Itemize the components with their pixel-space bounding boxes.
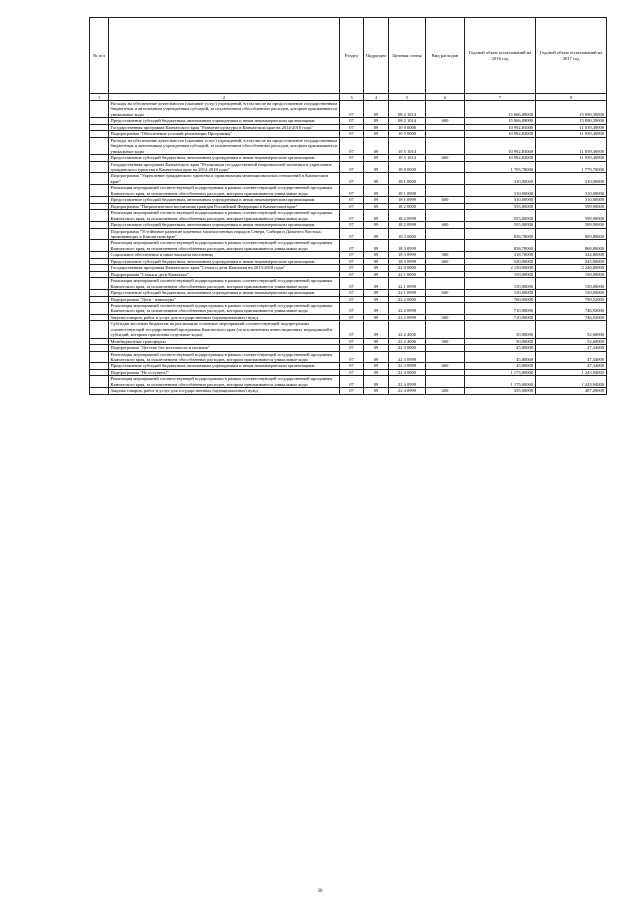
cell-amount-2016: 760,00000 bbox=[465, 296, 536, 302]
cell-expense-type: 600 bbox=[426, 118, 465, 124]
table-row bbox=[90, 161, 607, 173]
cell-target-article: 22 2 0999 bbox=[389, 314, 426, 320]
cell-name: Реализация мероприятий соответствующей подпрограммы в рамках соответствующей государственной программы Камчатского края, за исключением обособленных расходов, которым присваиваются уникальные коды bbox=[109, 302, 340, 314]
cell-amount-2016: 555,00000 bbox=[465, 203, 536, 209]
cell-subsection: 09 bbox=[364, 290, 389, 296]
header-subsection: Подраздел bbox=[364, 18, 389, 94]
cell-number bbox=[90, 376, 109, 388]
cell-amount-2017: 310,00000 bbox=[536, 185, 607, 197]
cell-name: Предоставление субсидий бюджетным, автономным учреждениям и иным некоммерческим организациям bbox=[109, 222, 340, 228]
cell-number bbox=[90, 161, 109, 173]
header-row bbox=[90, 18, 607, 94]
cell-subsection: 09 bbox=[364, 345, 389, 351]
header-amount-2017: Годовой объем ассигнований на 2017 год bbox=[536, 18, 607, 94]
cell-amount-2017: 310,00000 bbox=[536, 197, 607, 203]
cell-number bbox=[90, 388, 109, 394]
cell-target-article: 22 4 0999 bbox=[389, 388, 426, 394]
cell-name: Предоставление субсидий бюджетным, автономным учреждениям и иным некоммерческим организациям bbox=[109, 290, 340, 296]
cell-name: Расходы на обеспечение деятельности (оказание услуг) учреждений, в том числе на предоставление государственным бюджетным и автономным учреждениям субсидий, за исключением обособленных расходов, которым присваиваются уникальные коды bbox=[109, 101, 340, 118]
cell-target-article: 18 2 0000 bbox=[389, 203, 426, 209]
cell-amount-2016: 310,00000 bbox=[465, 197, 536, 203]
cell-name: Реализация мероприятий соответствующей подпрограммы в рамках соответствующей государственной программы Камчатского края, за исключением обособленных расходов, которым присваиваются уникальные коды bbox=[109, 278, 340, 290]
cell-expense-type bbox=[426, 173, 465, 185]
cell-amount-2016: 838,78000 bbox=[465, 228, 536, 240]
cell-amount-2016: 310,00000 bbox=[465, 185, 536, 197]
cell-amount-2017: 11 039,49000 bbox=[536, 155, 607, 161]
cell-number bbox=[90, 185, 109, 197]
cell-name: Подпрограмма "Патриотическое воспитание граждан Российской Федерации в Камчатском крае" bbox=[109, 203, 340, 209]
cell-section: 07 bbox=[340, 137, 364, 154]
cell-section: 07 bbox=[340, 345, 364, 351]
cell-amount-2017: 52,60000 bbox=[536, 321, 607, 338]
cell-name: Подпрограмма "Дети - инвалиды" bbox=[109, 296, 340, 302]
cell-amount-2016: 10 992,83000 bbox=[465, 131, 536, 137]
cell-section: 07 bbox=[340, 314, 364, 320]
cell-expense-type bbox=[426, 101, 465, 118]
cell-amount-2016: 150,00000 bbox=[465, 290, 536, 296]
budget-table-sheet bbox=[89, 17, 606, 395]
cell-name: Предоставление субсидий бюджетным, автономным учреждениям и иным некоммерческим организациям bbox=[109, 363, 340, 369]
cell-amount-2016: 10 992,83000 bbox=[465, 124, 536, 130]
cell-expense-type: 600 bbox=[426, 290, 465, 296]
cell-expense-type: 500 bbox=[426, 338, 465, 344]
cell-target-article: 22 3 0000 bbox=[389, 345, 426, 351]
cell-target-article: 18 0 0000 bbox=[389, 161, 426, 173]
cell-section: 07 bbox=[340, 240, 364, 252]
cell-section: 07 bbox=[340, 271, 364, 277]
cell-subsection: 09 bbox=[364, 118, 389, 124]
cell-subsection: 09 bbox=[364, 131, 389, 137]
cell-number bbox=[90, 278, 109, 290]
cell-amount-2017: 52,60000 bbox=[536, 338, 607, 344]
cell-amount-2016: 45,00000 bbox=[465, 363, 536, 369]
cell-number bbox=[90, 321, 109, 338]
column-number: 7 bbox=[465, 94, 536, 101]
cell-name: Подпрограмма "Обеспечение условий реализации Программы" bbox=[109, 131, 340, 137]
cell-amount-2017: 15 090,39000 bbox=[536, 118, 607, 124]
cell-target-article: 18 1 0000 bbox=[389, 173, 426, 185]
table-body bbox=[90, 101, 607, 395]
cell-amount-2017: 599,90000 bbox=[536, 203, 607, 209]
cell-amount-2017: 150,00000 bbox=[536, 271, 607, 277]
cell-name: Расходы на обеспечение деятельности (оказание услуг) учреждений, в том числе на предоставление государственным бюджетным и автономным учреждениям субсидий, за исключением обособленных расходов, которым присваиваются уникальные коды bbox=[109, 137, 340, 154]
cell-amount-2016: 1 703,78000 bbox=[465, 161, 536, 173]
table-row bbox=[90, 388, 607, 394]
cell-section: 07 bbox=[340, 363, 364, 369]
cell-expense-type: 600 bbox=[426, 155, 465, 161]
cell-subsection: 09 bbox=[364, 338, 389, 344]
cell-amount-2016: 710,00000 bbox=[465, 314, 536, 320]
header-amount-2016: Годовой объем ассигнований на 2016 год bbox=[465, 18, 536, 94]
cell-amount-2017: 47,34000 bbox=[536, 345, 607, 351]
cell-target-article: 22 2 0000 bbox=[389, 296, 426, 302]
cell-amount-2017: 1 779,70000 bbox=[536, 161, 607, 173]
header-target-article: Целевая статья bbox=[389, 18, 426, 94]
cell-number bbox=[90, 351, 109, 363]
cell-subsection: 09 bbox=[364, 161, 389, 173]
cell-amount-2016: 15 066,09000 bbox=[465, 101, 536, 118]
cell-section: 07 bbox=[340, 388, 364, 394]
table-row bbox=[90, 173, 607, 185]
column-number-row bbox=[90, 94, 607, 101]
cell-subsection: 09 bbox=[364, 265, 389, 271]
cell-amount-2017: 11 039,49000 bbox=[536, 131, 607, 137]
cell-amount-2017: 310,00000 bbox=[536, 173, 607, 185]
cell-target-article: 22 1 0999 bbox=[389, 290, 426, 296]
cell-amount-2017: 11 039,49000 bbox=[536, 137, 607, 154]
cell-amount-2016: 150,00000 bbox=[465, 278, 536, 290]
cell-amount-2017: 11 039,49000 bbox=[536, 124, 607, 130]
cell-subsection: 09 bbox=[364, 252, 389, 258]
cell-expense-type bbox=[426, 161, 465, 173]
column-number: 6 bbox=[426, 94, 465, 101]
cell-name: Предоставление субсидий бюджетным, автономным учреждениям и иным некоммерческим организациям bbox=[109, 155, 340, 161]
cell-subsection: 09 bbox=[364, 101, 389, 118]
cell-expense-type: 300 bbox=[426, 252, 465, 258]
cell-amount-2017: 545,00000 bbox=[536, 258, 607, 264]
cell-section: 07 bbox=[340, 302, 364, 314]
cell-subsection: 09 bbox=[364, 363, 389, 369]
cell-number bbox=[90, 210, 109, 222]
cell-target-article: 18 2 0999 bbox=[389, 222, 426, 228]
cell-section: 07 bbox=[340, 101, 364, 118]
cell-expense-type: 200 bbox=[426, 314, 465, 320]
cell-subsection: 09 bbox=[364, 388, 389, 394]
cell-target-article: 10 5 1014 bbox=[389, 137, 426, 154]
cell-amount-2017: 1 243,94000 bbox=[536, 369, 607, 375]
cell-target-article: 10 0 0000 bbox=[389, 124, 426, 130]
cell-amount-2016: 45,00000 bbox=[465, 351, 536, 363]
cell-target-article: 22 4 0000 bbox=[389, 369, 426, 375]
cell-subsection: 09 bbox=[364, 137, 389, 154]
cell-subsection: 09 bbox=[364, 155, 389, 161]
column-number: 8 bbox=[536, 94, 607, 101]
cell-amount-2017: 487,28000 bbox=[536, 388, 607, 394]
cell-amount-2016: 318,78000 bbox=[465, 252, 536, 258]
table-row bbox=[90, 376, 607, 388]
column-number: 1 bbox=[90, 94, 109, 101]
cell-subsection: 09 bbox=[364, 210, 389, 222]
cell-target-article: 18 1 0999 bbox=[389, 197, 426, 203]
cell-name: Социальное обеспечение и иные выплаты населению bbox=[109, 252, 340, 258]
cell-expense-type bbox=[426, 278, 465, 290]
cell-number bbox=[90, 240, 109, 252]
cell-amount-2017: 2 240,80000 bbox=[536, 265, 607, 271]
cell-name: Субсидии местным бюджетам на реализацию основных мероприятий соответствующей подпрограммы соответствующей государственной программы Камчатского края (за исключением инвестиционных мероприятий и субсидий, которым присвоены отдельные коды) bbox=[109, 321, 340, 338]
table-row bbox=[90, 240, 607, 252]
cell-target-article: 18 3 0999 bbox=[389, 252, 426, 258]
cell-subsection: 09 bbox=[364, 222, 389, 228]
cell-amount-2016: 310,00000 bbox=[465, 173, 536, 185]
cell-section: 07 bbox=[340, 173, 364, 185]
cell-target-article: 22 0 0000 bbox=[389, 265, 426, 271]
cell-name: Предоставление субсидий бюджетным, автономным учреждениям и иным некоммерческим организациям bbox=[109, 258, 340, 264]
cell-section: 07 bbox=[340, 278, 364, 290]
cell-amount-2017: 15 090,39000 bbox=[536, 101, 607, 118]
cell-name: Подпрограмма "Не оступись!" bbox=[109, 369, 340, 375]
cell-name: Подпрограмма "Детство без жестокости и насилия" bbox=[109, 345, 340, 351]
cell-amount-2017: 47,34000 bbox=[536, 363, 607, 369]
cell-amount-2016: 10 992,83000 bbox=[465, 155, 536, 161]
cell-number bbox=[90, 228, 109, 240]
cell-expense-type bbox=[426, 376, 465, 388]
table-row bbox=[90, 278, 607, 290]
cell-section: 07 bbox=[340, 321, 364, 338]
cell-subsection: 09 bbox=[364, 197, 389, 203]
cell-target-article: 22 2 4006 bbox=[389, 321, 426, 338]
cell-subsection: 09 bbox=[364, 271, 389, 277]
cell-name: Закупка товаров, работ и услуг для государственных (муниципальных) нужд bbox=[109, 314, 340, 320]
table-row bbox=[90, 302, 607, 314]
cell-amount-2016: 10 992,83000 bbox=[465, 137, 536, 154]
cell-amount-2016: 520,00000 bbox=[465, 258, 536, 264]
cell-name: Подпрограмма "Семья и дети Камчатки" bbox=[109, 271, 340, 277]
column-number: 2 bbox=[109, 94, 340, 101]
table-row bbox=[90, 185, 607, 197]
cell-target-article: 08 2 1014 bbox=[389, 118, 426, 124]
header-expense-type: Вид расходов bbox=[426, 18, 465, 94]
cell-subsection: 09 bbox=[364, 321, 389, 338]
cell-amount-2016: 2 130,00000 bbox=[465, 265, 536, 271]
column-number: 4 bbox=[364, 94, 389, 101]
cell-section: 07 bbox=[340, 210, 364, 222]
cell-amount-2016: 710,00000 bbox=[465, 302, 536, 314]
cell-amount-2017: 869,80000 bbox=[536, 240, 607, 252]
cell-amount-2017: 746,92000 bbox=[536, 314, 607, 320]
cell-amount-2017: 599,90000 bbox=[536, 222, 607, 228]
cell-expense-type: 600 bbox=[426, 363, 465, 369]
cell-target-article: 22 4 0999 bbox=[389, 376, 426, 388]
cell-number bbox=[90, 101, 109, 118]
table-row bbox=[90, 351, 607, 363]
cell-subsection: 09 bbox=[364, 351, 389, 363]
cell-section: 07 bbox=[340, 118, 364, 124]
cell-amount-2016: 15 066,09000 bbox=[465, 118, 536, 124]
cell-amount-2017: 1 243,94000 bbox=[536, 376, 607, 388]
cell-section: 07 bbox=[340, 155, 364, 161]
cell-name: Государственная программа Камчатского края "Семья и дети Камчатки на 2015-2018 годы" bbox=[109, 265, 340, 271]
cell-name: Реализация мероприятий соответствующей подпрограммы в рамках соответствующей государственной программы Камчатского края, за исключением обособленных расходов, которым присваиваются уникальные коды bbox=[109, 185, 340, 197]
column-number: 5 bbox=[389, 94, 426, 101]
cell-subsection: 09 bbox=[364, 314, 389, 320]
cell-amount-2017: 150,00000 bbox=[536, 278, 607, 290]
cell-section: 07 bbox=[340, 185, 364, 197]
cell-expense-type bbox=[426, 240, 465, 252]
cell-expense-type: 600 bbox=[426, 222, 465, 228]
cell-subsection: 09 bbox=[364, 296, 389, 302]
cell-number bbox=[90, 302, 109, 314]
cell-name: Реализация мероприятий соответствующей подпрограммы в рамках соответствующей государственной программы Камчатского края, за исключением обособленных расходов, которым присваиваются уникальные коды bbox=[109, 376, 340, 388]
cell-name: Реализация мероприятий соответствующей подпрограммы в рамках соответствующей государственной программы Камчатского края, за исключением обособленных расходов, которым присваиваются уникальные коды bbox=[109, 351, 340, 363]
cell-expense-type bbox=[426, 228, 465, 240]
cell-section: 07 bbox=[340, 351, 364, 363]
cell-expense-type bbox=[426, 137, 465, 154]
cell-subsection: 09 bbox=[364, 240, 389, 252]
cell-section: 07 bbox=[340, 296, 364, 302]
cell-number bbox=[90, 173, 109, 185]
cell-amount-2017: 47,34000 bbox=[536, 351, 607, 363]
cell-expense-type: 600 bbox=[426, 197, 465, 203]
cell-section: 07 bbox=[340, 203, 364, 209]
cell-amount-2016: 838,78000 bbox=[465, 240, 536, 252]
table-row bbox=[90, 137, 607, 154]
cell-target-article: 10 5 0000 bbox=[389, 131, 426, 137]
cell-expense-type bbox=[426, 321, 465, 338]
cell-target-article: 22 3 0999 bbox=[389, 363, 426, 369]
cell-expense-type bbox=[426, 185, 465, 197]
cell-expense-type: 600 bbox=[426, 258, 465, 264]
header-number: № п/п bbox=[90, 18, 109, 94]
cell-target-article: 22 3 0999 bbox=[389, 351, 426, 363]
cell-amount-2016: 335,00000 bbox=[465, 388, 536, 394]
cell-name: Реализация мероприятий соответствующей подпрограммы в рамках соответствующей государственной программы Камчатского края, за исключением обособленных расходов, которым присваиваются уникальные коды bbox=[109, 240, 340, 252]
cell-subsection: 09 bbox=[364, 369, 389, 375]
cell-target-article: 18 1 0999 bbox=[389, 185, 426, 197]
cell-name: Закупка товаров, работ и услуг для государственных (муниципальных) нужд bbox=[109, 388, 340, 394]
cell-amount-2016: 555,00000 bbox=[465, 210, 536, 222]
cell-section: 07 bbox=[340, 376, 364, 388]
header-name bbox=[109, 18, 340, 94]
cell-number bbox=[90, 137, 109, 154]
column-number: 3 bbox=[340, 94, 364, 101]
cell-target-article: 18 2 0999 bbox=[389, 210, 426, 222]
cell-amount-2016: 50,00000 bbox=[465, 338, 536, 344]
cell-target-article: 18 3 0000 bbox=[389, 228, 426, 240]
cell-amount-2017: 599,90000 bbox=[536, 210, 607, 222]
table-row bbox=[90, 210, 607, 222]
cell-subsection: 09 bbox=[364, 258, 389, 264]
cell-subsection: 09 bbox=[364, 173, 389, 185]
cell-name: Государственная программа Камчатского края "Реализация государственной национальной политики и укрепление гражданского единства в Камчатском крае на 2014-2018 годы" bbox=[109, 161, 340, 173]
cell-amount-2016: 555,00000 bbox=[465, 222, 536, 228]
cell-name: Предоставление субсидий бюджетным, автономным учреждениям и иным некоммерческим организациям bbox=[109, 118, 340, 124]
cell-name: Предоставление субсидий бюджетным, автономным учреждениям и иным некоммерческим организациям bbox=[109, 197, 340, 203]
cell-section: 07 bbox=[340, 131, 364, 137]
table-row bbox=[90, 321, 607, 338]
cell-target-article: 18 3 0999 bbox=[389, 240, 426, 252]
cell-subsection: 09 bbox=[364, 302, 389, 314]
cell-amount-2016: 45,00000 bbox=[465, 345, 536, 351]
cell-section: 07 bbox=[340, 228, 364, 240]
cell-section: 07 bbox=[340, 258, 364, 264]
cell-amount-2017: 324,80000 bbox=[536, 252, 607, 258]
cell-name: Реализация мероприятий соответствующей подпрограммы в рамках соответствующей государственной программы Камчатского края, за исключением обособленных расходов, которым присваиваются уникальные коды bbox=[109, 210, 340, 222]
cell-name: Подпрограмма "Устойчивое развитие коренных малочисленных народов Севера, Сибири и Дальнего Востока, проживающих в Камчатском крае" bbox=[109, 228, 340, 240]
cell-name: Государственная программа Камчатского края "Развитие культуры в Камчатском крае на 2014-2018 годы" bbox=[109, 124, 340, 130]
cell-expense-type: 200 bbox=[426, 388, 465, 394]
cell-section: 07 bbox=[340, 161, 364, 173]
cell-name: Подпрограмма "Укрепление гражданского единства и гармонизация межнациональных отношений в Камчатском крае" bbox=[109, 173, 340, 185]
cell-expense-type bbox=[426, 351, 465, 363]
cell-section: 07 bbox=[340, 197, 364, 203]
budget-table bbox=[89, 17, 607, 395]
cell-amount-2017: 150,00000 bbox=[536, 290, 607, 296]
cell-target-article: 22 1 0999 bbox=[389, 278, 426, 290]
cell-subsection: 09 bbox=[364, 124, 389, 130]
cell-target-article: 22 1 0000 bbox=[389, 271, 426, 277]
cell-section: 07 bbox=[340, 265, 364, 271]
cell-target-article: 10 5 1014 bbox=[389, 155, 426, 161]
cell-section: 07 bbox=[340, 338, 364, 344]
cell-amount-2016: 50,00000 bbox=[465, 321, 536, 338]
cell-subsection: 09 bbox=[364, 203, 389, 209]
cell-amount-2017: 746,92000 bbox=[536, 302, 607, 314]
cell-amount-2016: 150,00000 bbox=[465, 271, 536, 277]
cell-amount-2017: 869,80000 bbox=[536, 228, 607, 240]
cell-expense-type bbox=[426, 302, 465, 314]
cell-target-article: 08 2 1014 bbox=[389, 101, 426, 118]
cell-expense-type bbox=[426, 210, 465, 222]
cell-amount-2017: 799,52000 bbox=[536, 296, 607, 302]
cell-target-article: 22 2 0999 bbox=[389, 302, 426, 314]
page-number: 36 bbox=[317, 889, 323, 894]
cell-subsection: 09 bbox=[364, 376, 389, 388]
cell-section: 07 bbox=[340, 290, 364, 296]
table-row bbox=[90, 228, 607, 240]
cell-section: 07 bbox=[340, 369, 364, 375]
cell-subsection: 09 bbox=[364, 185, 389, 197]
cell-name: Межбюджетные трансферты bbox=[109, 338, 340, 344]
cell-subsection: 09 bbox=[364, 228, 389, 240]
cell-amount-2016: 1 175,00000 bbox=[465, 369, 536, 375]
cell-target-article: 22 2 4006 bbox=[389, 338, 426, 344]
cell-section: 07 bbox=[340, 124, 364, 130]
cell-section: 07 bbox=[340, 222, 364, 228]
header-section: Раздел bbox=[340, 18, 364, 94]
cell-subsection: 09 bbox=[364, 278, 389, 290]
table-row bbox=[90, 101, 607, 118]
cell-target-article: 18 3 0999 bbox=[389, 258, 426, 264]
cell-amount-2016: 1 175,00000 bbox=[465, 376, 536, 388]
cell-section: 07 bbox=[340, 252, 364, 258]
